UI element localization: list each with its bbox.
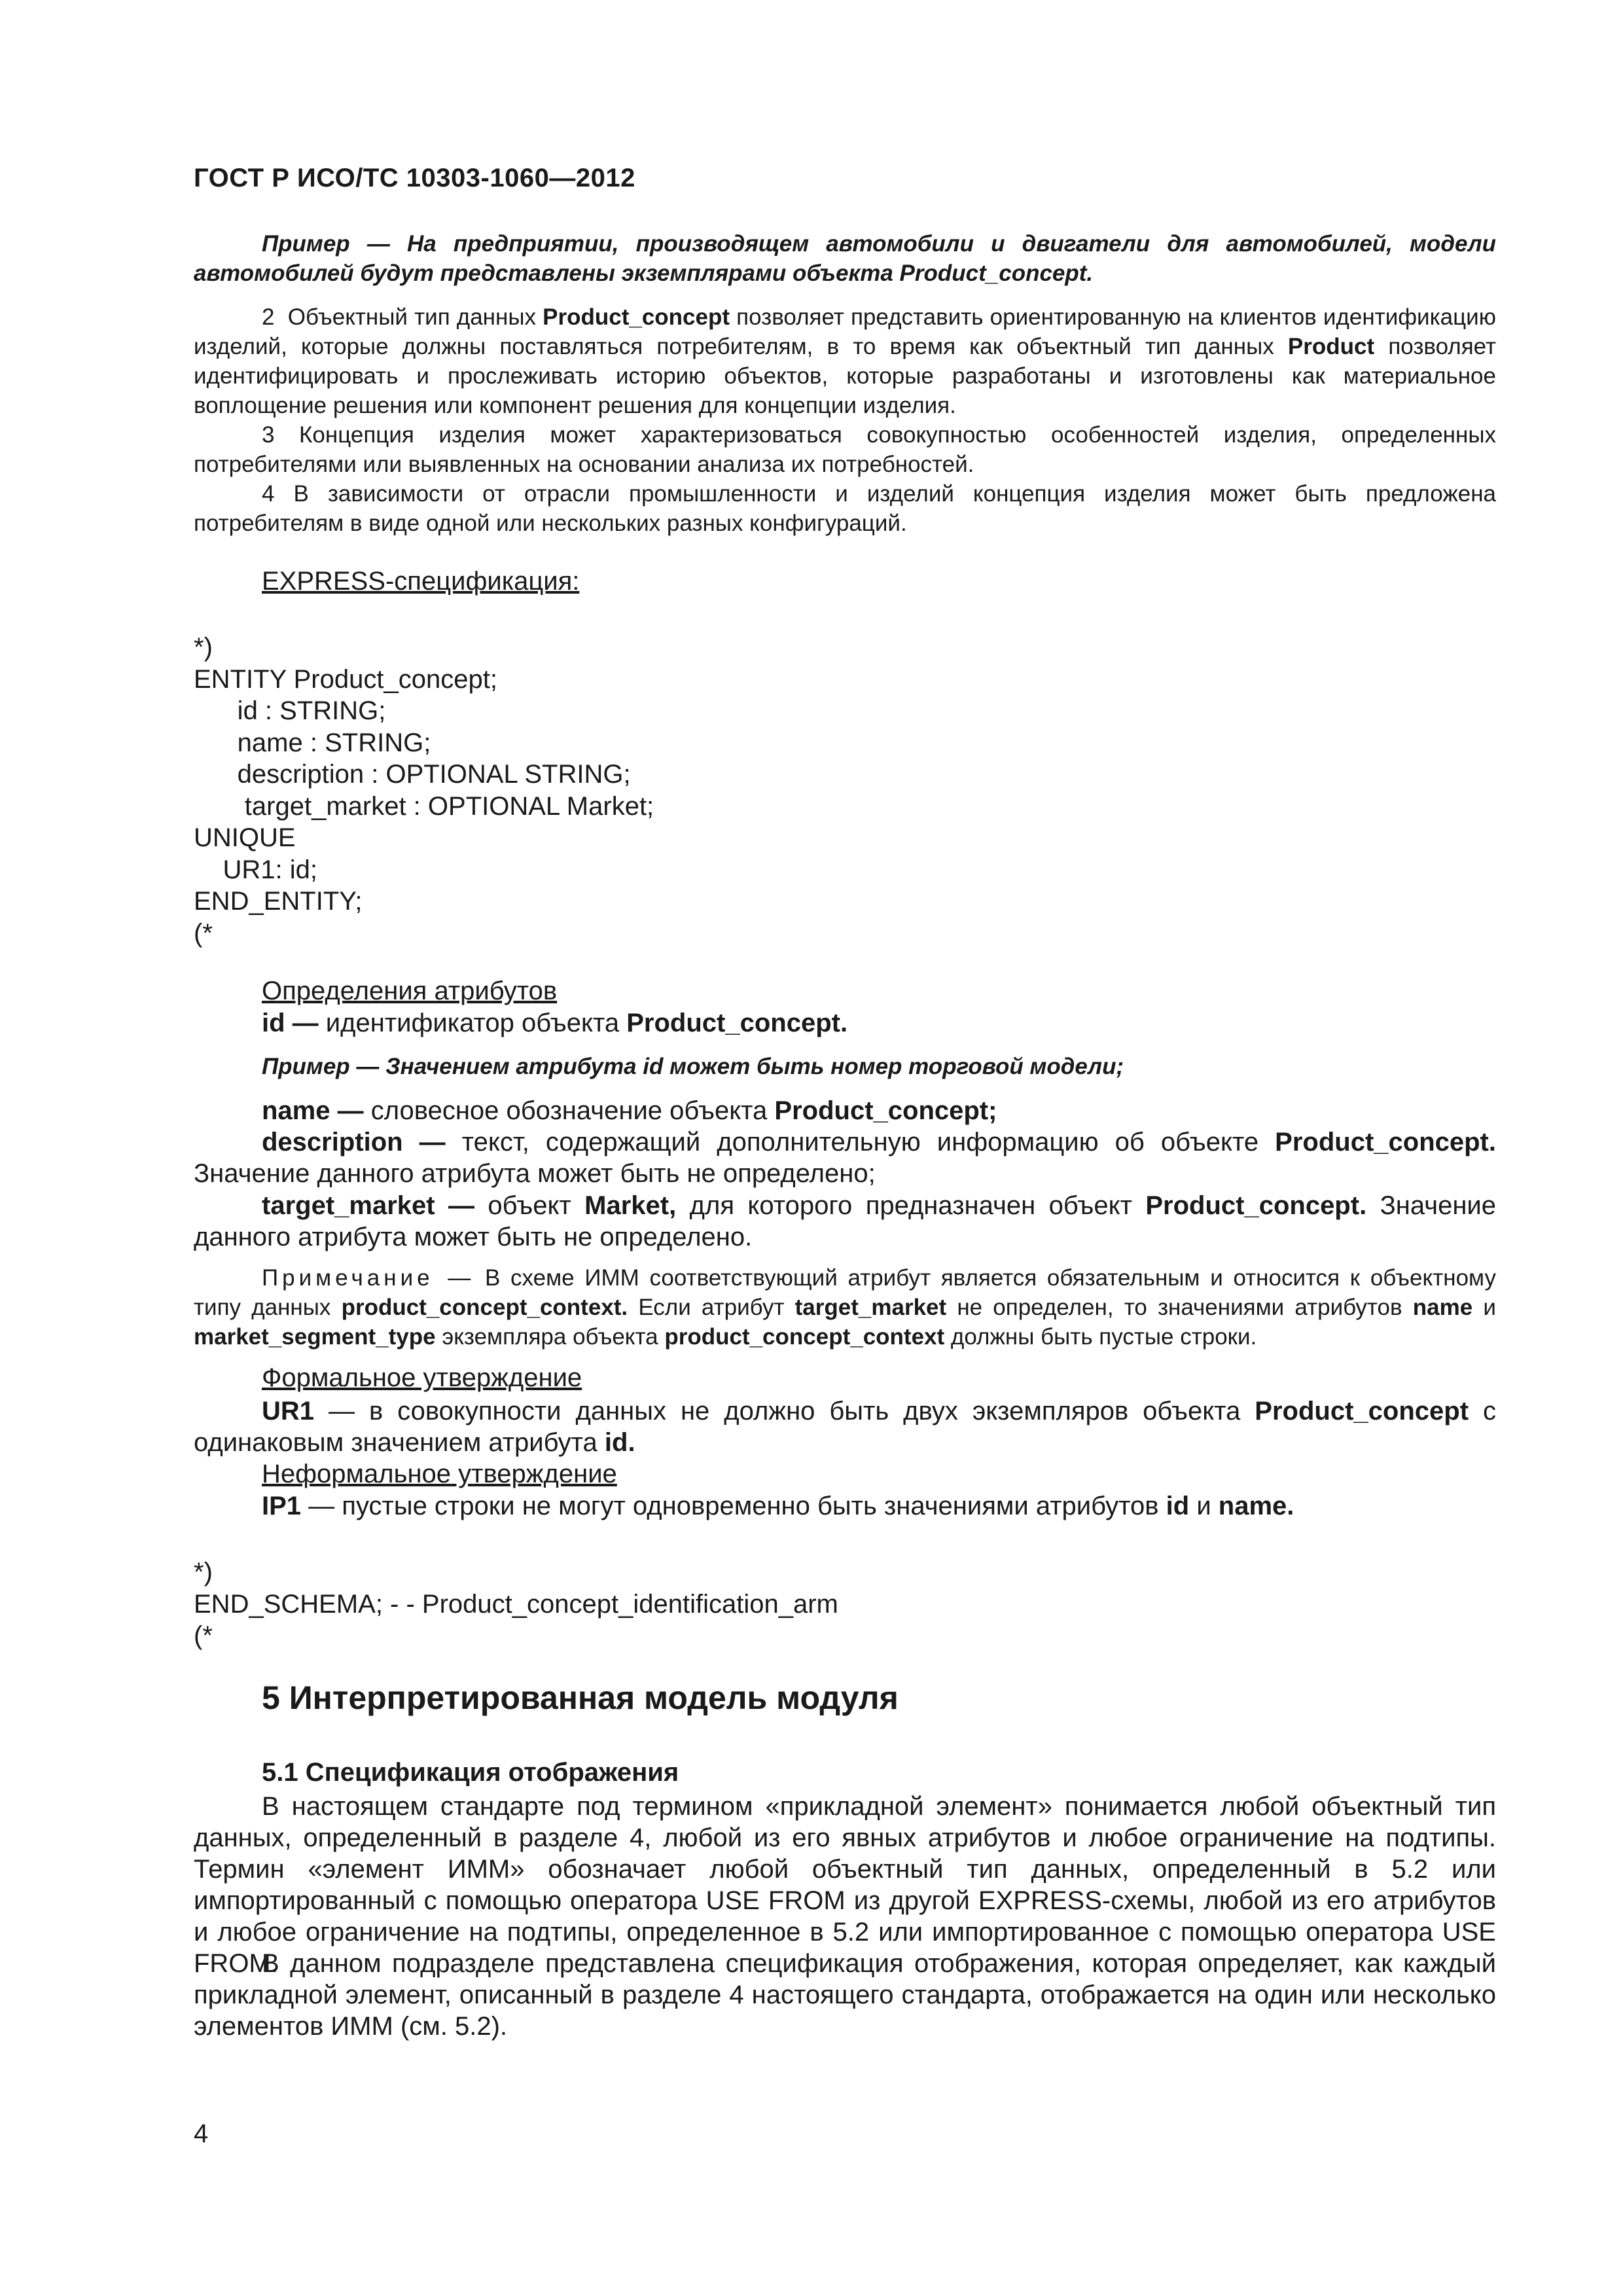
attr-description-definition: description — текст, содержащий дополнительную информацию об объекте Product_concept. Значение данного атрибута может быть не определено;	[194, 1128, 1496, 1188]
code-line: END_ENTITY;	[194, 887, 363, 916]
formal-heading: Формальное утверждение	[262, 1363, 582, 1392]
note-4: 4 В зависимости от отрасли промышленности и изделий концепция изделия может быть предложена потребителям в виде одной или нескольких разных конфигураций.	[194, 481, 1496, 536]
informal-heading: Неформальное утверждение	[262, 1460, 617, 1488]
page-number: 4	[194, 2119, 209, 2148]
attr-example: Пример — Значением атрибута id может быть номер торговой модели;	[262, 1054, 1124, 1079]
express-code-end-schema	[194, 1556, 838, 1652]
note-3: 3 Концепция изделия может характеризоваться совокупностью особенностей изделия, определенных потребителями или выявленных на основании анализа их потребностей.	[194, 422, 1496, 477]
page-header: ГОСТ Р ИСО/ТС 10303-1060—2012	[194, 164, 635, 192]
formal-statement: UR1 — в совокупности данных не должно быть двух экземпляров объекта Product_concept с одинаковым значением атрибута id.	[194, 1397, 1496, 1457]
express-code-entity	[194, 632, 654, 949]
section-5-1-paragraph-1: В настоящем стандарте под термином «прикладной элемент» понимается любой объектный тип данных, определенный в разделе 4, любой из его явных атрибутов и любое ограничение на подтипы. Термин «элемент ИММ» обозначает любой объектный тип данных, определенный в 5.2 или импортированный с помощью оператора USE FROM из другой EXPRESS-схемы, любой из его атрибутов и любое ограничение на подтипы, определенное в 5.2 или импортированное с помощью оператора USE FROM.	[194, 1792, 1496, 1978]
code-line: *)	[194, 633, 213, 662]
code-line: name : STRING;	[194, 728, 431, 757]
code-line: description : OPTIONAL STRING;	[194, 760, 631, 789]
code-line: END_SCHEMA; - - Product_concept_identification_arm	[194, 1589, 838, 1619]
code-line: (*	[194, 1621, 213, 1650]
attr-name-definition: name — словесное обозначение объекта Product_concept;	[262, 1096, 997, 1125]
section-5-title: 5 Интерпретированная модель модуля	[262, 1679, 899, 1716]
section-5-1-paragraph-2: В данном подразделе представлена спецификация отображения, которая определяет, как каждый прикладной элемент, описанный в разделе 4 настоящего стандарта, отображается на один или несколько элементов ИММ (см. 5.2).	[194, 1949, 1496, 2041]
attr-target-market-definition: target_market — объект Market, для которого предназначен объект Product_concept. Значение данного атрибута может быть не определено.	[194, 1191, 1496, 1251]
code-line: id : STRING;	[194, 696, 386, 725]
note-2: 2 Объектный тип данных Product_concept позволяет представить ориентированную на клиентов идентификацию изделий, которые должны поставляться потребителям, в то время как объектный тип данных Product позволяет идентифицировать и прослеживать историю объектов, которые разработаны и изготовлены как материальное воплощение решения или компонент решения для концепции изделия.	[194, 304, 1496, 418]
section-5-1-title: 5.1 Спецификация отображения	[262, 1758, 679, 1787]
express-heading: EXPRESS-спецификация:	[262, 567, 580, 596]
code-line: (*	[194, 918, 213, 948]
informal-statement: IP1 — пустые строки не могут одновременно быть значениями атрибутов id и name.	[262, 1492, 1294, 1520]
code-line: UR1: id;	[194, 855, 317, 884]
attr-defs-heading: Определения атрибутов	[262, 977, 558, 1005]
example-paragraph: Пример — На предприятии, производящем автомобили и двигатели для автомобилей, модели автомобилей будут представлены экземплярами объекта Product_concept.	[194, 231, 1496, 286]
code-line: UNIQUE	[194, 823, 296, 852]
code-line: *)	[194, 1558, 213, 1587]
imm-note: Примечание — В схеме ИММ соответствующий атрибут является обязательным и относится к объектному типу данных product_concept_context. Если атрибут target_market не определен, то значениями атрибутов name и market_segment_type экземпляра объекта product_concept_context должны быть пустые строки.	[194, 1265, 1496, 1350]
code-line: ENTITY Product_concept;	[194, 664, 497, 694]
attr-id-definition: id — идентификатор объекта Product_concept.	[262, 1009, 848, 1037]
code-line: target_market : OPTIONAL Market;	[194, 791, 654, 821]
